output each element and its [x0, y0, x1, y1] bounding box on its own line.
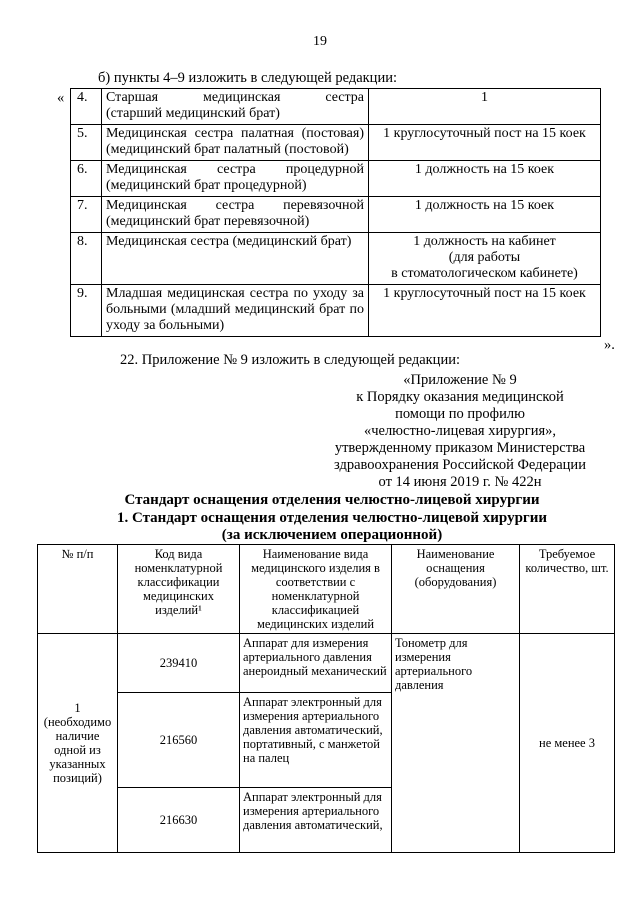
position-name-part: сестра	[325, 90, 364, 105]
closing-quote: ».	[604, 337, 615, 353]
staff-table	[70, 88, 601, 337]
opening-quote: «	[57, 90, 65, 106]
table-row	[71, 125, 601, 161]
appendix-line: утвержденному приказом Министерства	[334, 440, 586, 456]
appendix-line: помощи по профилю	[395, 406, 525, 422]
appendix-line: «челюстно-лицевая хирургия»,	[363, 423, 557, 439]
subsection-title: 1. Стандарт оснащения отделения челюстно-лицевой хирургии	[116, 510, 548, 526]
header-code: Код вида номенклатурной классификации медицинских изделий¹	[118, 545, 240, 634]
staff-quantity: 1 должность на 15 коек	[369, 161, 601, 197]
device-name: Аппарат электронный для измерения артериального давления автоматический, портативный, с манжетой на палец	[240, 693, 392, 788]
position-name: Медицинская сестра перевязочной (медицинский брат перевязочной)	[102, 197, 369, 233]
row-number: 7.	[71, 197, 102, 233]
staff-quantity: 1 круглосуточный пост на 15 коек	[369, 285, 601, 337]
row-number: 4.	[71, 89, 102, 125]
row-number: 6.	[71, 161, 102, 197]
equipment-name: Тонометр для измерения артериального давления	[392, 634, 520, 853]
row-number: 5.	[71, 125, 102, 161]
staff-quantity	[369, 233, 601, 285]
position-name: Медицинская сестра палатная (постовая) (медицинский брат палатный (постовой)	[102, 125, 369, 161]
row-number: 9.	[71, 285, 102, 337]
quantity-line: в стоматологическом кабинете)	[391, 266, 578, 281]
staff-quantity: 1 должность на 15 коек	[369, 197, 601, 233]
group-number: 1 (необходимо наличие одной из указанных позиций)	[38, 634, 118, 853]
appendix-line: здравоохранения Российской Федерации	[334, 457, 586, 473]
table-row	[71, 89, 601, 125]
position-name: Младшая медицинская сестра по уходу за больными (младший медицинский брат по уходу за больными)	[102, 285, 369, 337]
position-name: Медицинская сестра (медицинский брат)	[102, 233, 369, 285]
table-row	[71, 161, 601, 197]
position-name-part: медицинская	[202, 90, 281, 105]
appendix-header	[300, 372, 620, 491]
device-name: Аппарат электронный для измерения артериального давления автоматический,	[240, 788, 392, 853]
equipment-table	[37, 544, 615, 853]
staff-quantity: 1	[369, 89, 601, 125]
position-name	[102, 89, 369, 125]
subsection-note: (за исключением операционной)	[221, 527, 443, 543]
quantity-line: 1 должность на кабинет	[413, 234, 556, 249]
header-equipment: Наименование оснащения (оборудования)	[392, 545, 520, 634]
header-quantity: Требуемое количество, шт.	[520, 545, 615, 634]
table-row	[71, 285, 601, 337]
table-row	[71, 197, 601, 233]
required-quantity: не менее 3	[520, 634, 615, 853]
device-code: 216630	[118, 788, 240, 853]
section-title: Стандарт оснащения отделения челюстно-лицевой хирургии	[124, 492, 540, 508]
device-code: 239410	[118, 634, 240, 693]
position-name-part: Старшая	[106, 90, 159, 105]
item-22: 22. Приложение № 9 изложить в следующей редакции:	[120, 352, 460, 368]
position-name: Медицинская сестра процедурной (медицинский брат процедурной)	[102, 161, 369, 197]
device-code: 216560	[118, 693, 240, 788]
table-row	[38, 634, 615, 693]
table-row	[71, 233, 601, 285]
table-header-row	[38, 545, 615, 634]
page-number: 19	[313, 34, 327, 49]
appendix-line: к Порядку оказания медицинской	[356, 389, 564, 405]
appendix-line: от 14 июня 2019 г. № 422н	[378, 474, 542, 490]
quantity-line: (для работы	[448, 250, 521, 265]
appendix-line: «Приложение № 9	[403, 372, 517, 388]
header-number: № п/п	[38, 545, 118, 634]
header-device-name: Наименование вида медицинского изделия в соответствии с номенклатурной классификацией медицинских изделий	[240, 545, 392, 634]
staff-quantity: 1 круглосуточный пост на 15 коек	[369, 125, 601, 161]
position-name-part: (старший медицинский брат)	[106, 106, 280, 121]
device-name: Аппарат для измерения артериального давления анероидный механический	[240, 634, 392, 693]
row-number: 8.	[71, 233, 102, 285]
amendment-intro: б) пункты 4–9 изложить в следующей редакции:	[98, 70, 397, 86]
